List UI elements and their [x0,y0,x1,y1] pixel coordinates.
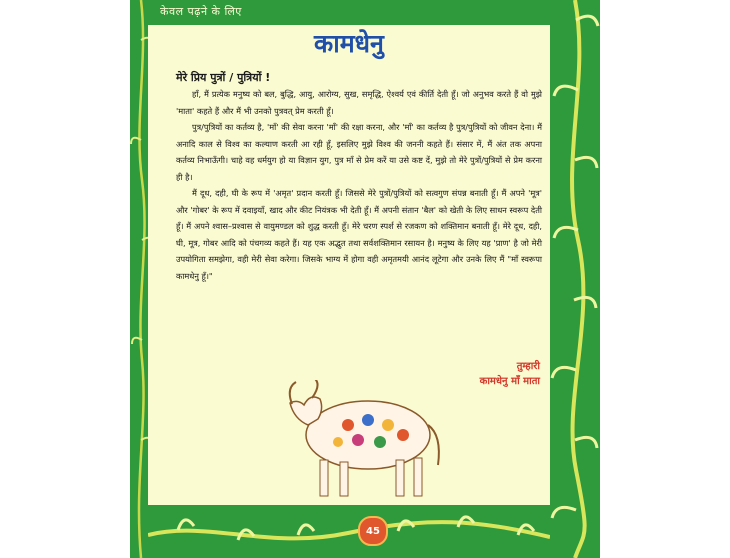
page-number-badge: 45 [358,516,388,546]
paragraph: हाँ, मैं प्रत्येक मनुष्य को बल, बुद्धि, आयु, आरोग्य, सुख, समृद्धि, ऐश्वर्य एवं कीर्ति देती हूँ। जो अनुभव करते हैं वो मुझे 'माता' कहते हैं और मैं भी उनको पुत्रवत् प्रेम करती हूँ। [176,89,542,116]
kamdhenu-cow-illustration [268,380,448,505]
bottom-vine-decoration [148,505,550,558]
paragraph: पुत्र/पुत्रियों का कर्तव्य है, 'माँ' की सेवा करना 'माँ' की रक्षा करना, और 'माँ' का कर्तव्य है पुत्र/पुत्रियों को जीवन देना। मैं अनादि काल से विश्व का कल्याण करती आ रही हूँ, इसलिए मुझे विश्व की जननी कहते हैं। संसार में, मैं अंत तक अपना कर्तव्य निभाऊँगी। चाहे वह धर्मयुग हो या विज्ञान युग, पुत्र माँ से प्रेम करें या उसे कष्ट दें, मुझे तो मेरे पुत्रों/पुत्रियों से प्रेम करना ही है। [176,122,542,182]
article-body [176,86,542,284]
page-title: कामधेनु [314,29,384,58]
read-only-label: केवल पढ़ने के लिए [160,5,242,18]
greeting: मेरे प्रिय पुत्रों / पुत्रियों ! [176,71,271,84]
right-vine-decoration [550,0,600,558]
signoff-name: कामधेनु माँ माता [479,376,540,387]
paragraph: मैं दूध, दही, घी के रूप में 'अमृत' प्रदान करती हूँ। जिससे मेरे पुत्रों/पुत्रियों को सत्वगुण संपन्न बनाती हूँ। मैं अपने 'मूत्र' और 'गोबर' के रूप में दवाइयाँ, खाद और कीट नियंत्रक भी देती हूँ। मैं अपनी संतान 'बैल' को खेती के लिए साधन स्वरूप देती हूँ। मैं अपने श्वास–प्रश्वास से वायुमण्डल को शुद्ध करती हूँ। मेरे चरण स्पर्श से रजकण को शक्तिमान बनाती हूँ। मेरे दूध, दही, घी, मूत्र, गोबर आदि को पंचगव्य कहते हैं। यह एक अद्भुत तथा सर्वशक्तिमान रसायन है। मनुष्य के लिए यह 'प्राण' है जो मेरी उपयोगिता समझेगा, वही मेरी सेवा करेगा। जिसके भाग्य में होगा वही अमृतमयी आनंद लूटेगा और उनके लिए मैं "माँ स्वरूपा कामधेनु हूँ।" [176,188,542,281]
signoff-line: तुम्हारी [516,361,540,372]
